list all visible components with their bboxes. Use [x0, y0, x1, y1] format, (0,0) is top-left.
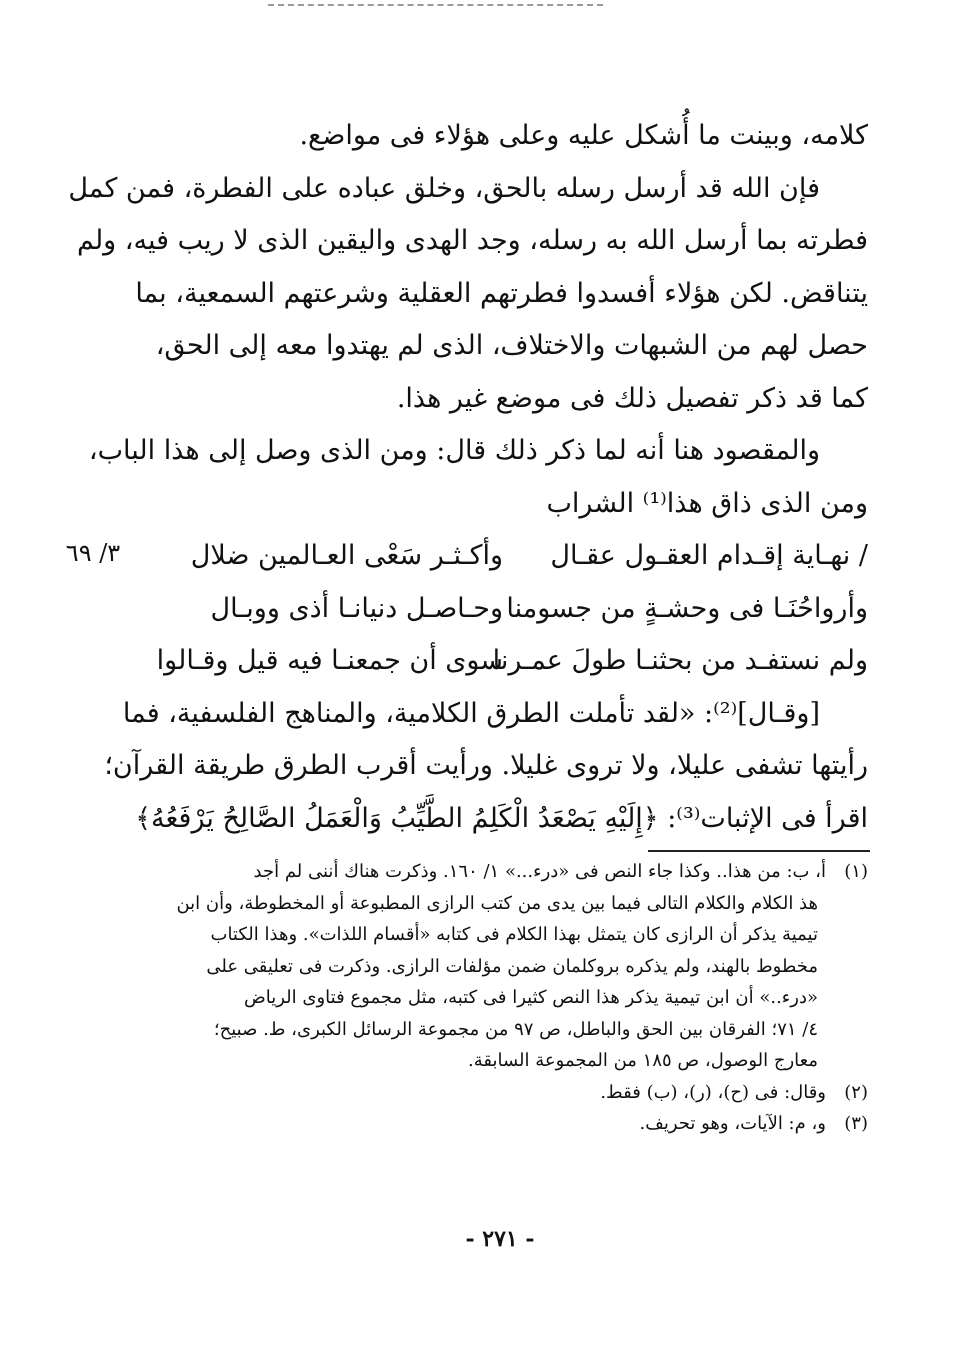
verse-first-hemistich: وأرواحُنَـا فى وحشـةٍ من جسومنا [506, 592, 868, 624]
poem-verse [150, 591, 868, 626]
footnote-1 [150, 860, 868, 884]
main-text-line: يتناقض. لكن هؤلاء أفسدوا فطرتهم العقلية وشرعتهم السمعية، بما [135, 277, 868, 309]
verse-first-hemistich: / نهـاية إقـدام العقـول عقـال [550, 540, 868, 571]
verse-first-hemistich: ولم نستفـد من بحثنـا طولَ عمـرنا [492, 645, 868, 676]
footnote-text-line: هذ الكلام والكلام التالى فيما بين يدى من كتب الرازى المطبوعة أو المخطوطة، وأن ابن [176, 892, 818, 914]
footnote-text-line: ٤/ ٧١؛ الفرقان بين الحق والباطل، ص ٩٧ من مجموعة الرسائل الكبرى، ط. صبيح؛ [213, 1018, 818, 1040]
top-scan-rule [268, 4, 603, 6]
footnote-separator [648, 850, 870, 852]
footnote-2 [150, 1081, 868, 1105]
main-text-line: كما قد ذكر تفصيل ذلك فى موضع غير هذا. [396, 382, 868, 414]
main-text-line: حصل لهم من الشبهات والاختلاف، الذى لم يهتدوا معه إلى الحق، [155, 330, 868, 361]
main-text-line: فإن الله قد أرسل رسله بالحق، وخلق عباده على الفطرة، فمن كمل [68, 172, 820, 204]
footnote-text-line: معارج الوصول، ص ١٨٥ من المجموعة السابقة. [468, 1050, 818, 1071]
footnote-text-line: «درء..» أن ابن تيمية يذكر هذا النص كثيرا فى كتبه، مثل مجموع فتاوى الرياض [243, 987, 818, 1008]
footnote-number: (٣) [844, 1113, 868, 1134]
footnotes-block [150, 860, 868, 1144]
main-text-line: والمقصود هنا أنه لما ذكر ذلك قال: ومن الذى وصل إلى هذا الباب، [88, 435, 820, 466]
footnote-text: و، م: الآيات، وهو تحريف. [639, 1113, 826, 1134]
verse-second-hemistich: وأكـثـر سَعْى العـالمين ضلال [190, 540, 503, 571]
verse-second-hemistich: وحـاصـل دنيانـا أذى ووبـال [210, 592, 503, 624]
footnote-text-line: مخطوط بالهند، ولم يذكره بروكلمان ضمن مؤلفات الرازى. وذكرت فى تعليقى على [206, 955, 818, 977]
footnote-3 [150, 1112, 868, 1136]
footnote-text-line: تيمية يذكر أن الرازى كان يتمثل بهذا الكلام فى كتابه «أقسام اللذات». وهذا الكتاب [210, 924, 818, 945]
margin-reference: ٣/ ٦٩ [65, 539, 121, 567]
page-number: - ٢٧١ - [465, 1226, 535, 1252]
footnote-number: (١) [844, 861, 868, 882]
poem-verse [150, 643, 868, 678]
main-text-line: [وقـال]⁽²⁾: «لقد تأملت الطرق الكلامية، والمناهج الفلسفية، فما [122, 697, 820, 729]
verse-second-hemistich: سوى أن جمعنـا فيه قيل وقـالوا [156, 645, 503, 676]
main-text-line: رأيتها تشفى عليلا، ولا تروى غليلا. ورأيت أقرب الطرق طريقة القرآن؛ [104, 750, 868, 781]
footnote-text: أ، ب: من هذا.. وكذا جاء النص فى «درء...» ١/ ١٦٠. وذكرت هناك أننى لم أجد [253, 861, 826, 882]
footnote-number: (٢) [844, 1081, 868, 1103]
main-text-line: ومن الذى ذاق هذا⁽¹⁾ الشراب [546, 487, 868, 519]
main-text-line: كلامه، وبينت ما أُشكل عليه وعلى هؤلاء فى مواضع. [299, 120, 868, 151]
poem-verse [150, 538, 868, 573]
quran-verse-line: اقرأ فى الإثبات⁽³⁾: ﴿إِلَيْهِ يَصْعَدُ الْكَلِمُ الطَّيِّبُ وَالْعَمَلُ الصَّالِحُ يَرْفَعُهُ﴾ [135, 802, 868, 834]
footnote-text: وقال: فى (ح)، (ر)، (ب) فقط. [600, 1081, 826, 1103]
main-text-line: فطرته بما أرسل الله به رسله، وجد الهدى واليقين الذى لا ريب فيه، ولم [76, 225, 868, 256]
